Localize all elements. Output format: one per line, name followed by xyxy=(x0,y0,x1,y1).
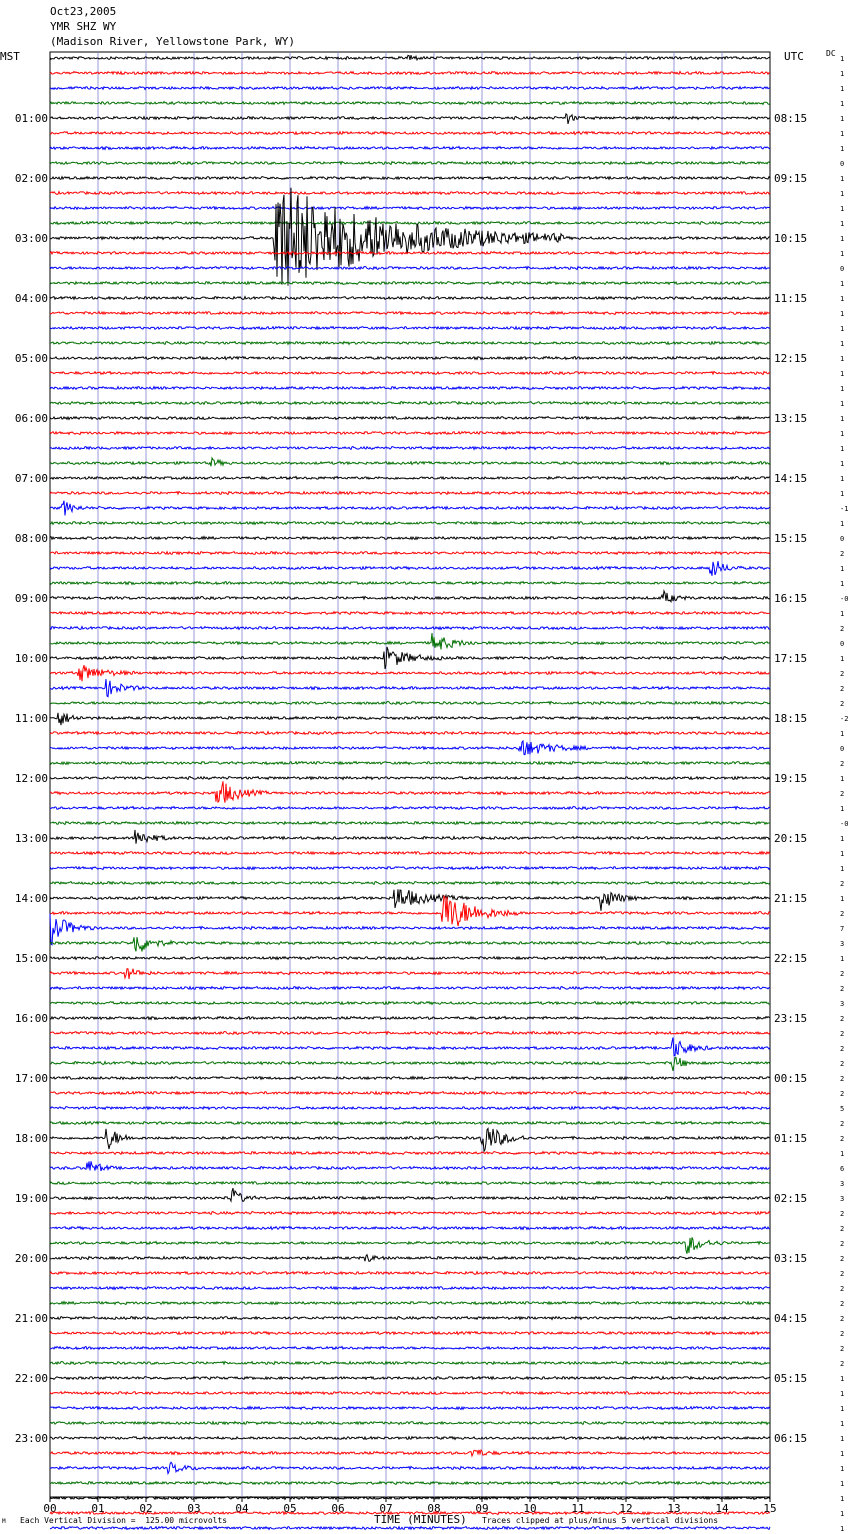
dc-offset-label: -1 xyxy=(840,505,849,513)
right-hour-label: 21:15 xyxy=(774,892,808,905)
dc-offset-label: 1 xyxy=(840,610,845,618)
left-hour-label: 04:00 xyxy=(14,292,48,305)
seismic-trace xyxy=(50,762,770,765)
dc-offset-label: 1 xyxy=(840,1510,845,1518)
seismic-trace xyxy=(50,852,770,855)
left-hour-label: 01:00 xyxy=(14,112,48,125)
seismic-trace xyxy=(50,1092,770,1095)
seismic-trace xyxy=(50,1227,770,1230)
x-tick-label: 07 xyxy=(379,1502,393,1515)
dc-offset-label: 1 xyxy=(840,340,845,348)
dc-offset-label: 1 xyxy=(840,130,845,138)
right-hour-label: 00:15 xyxy=(774,1072,808,1085)
seismic-trace xyxy=(50,417,770,420)
seismic-trace xyxy=(50,937,770,951)
right-hour-label: 15:15 xyxy=(774,532,808,545)
dc-offset-label: 3 xyxy=(840,1000,845,1008)
dc-offset-label: 2 xyxy=(840,1285,845,1293)
plot-frame xyxy=(50,52,770,1497)
dc-offset-label: 1 xyxy=(840,220,845,228)
seismic-trace xyxy=(50,741,770,755)
seismic-trace xyxy=(50,969,770,979)
seismic-trace xyxy=(50,522,770,525)
x-tick-label: 10 xyxy=(523,1502,537,1515)
dc-offset-label: 2 xyxy=(840,1060,845,1068)
x-tick-label: 14 xyxy=(715,1502,729,1515)
dc-offset-label: 1 xyxy=(840,520,845,528)
seismic-trace xyxy=(50,252,770,255)
seismic-trace xyxy=(50,1237,770,1253)
dc-offset-label: 1 xyxy=(840,775,845,783)
seismic-trace xyxy=(50,207,770,210)
seismic-trace xyxy=(50,679,770,697)
seismic-trace xyxy=(50,1450,770,1456)
right-hour-label: 05:15 xyxy=(774,1372,808,1385)
seismic-trace xyxy=(50,327,770,330)
seismic-trace xyxy=(50,55,770,60)
right-hour-label: 17:15 xyxy=(774,652,808,665)
dc-offset-label: 1 xyxy=(840,175,845,183)
seismic-trace xyxy=(50,732,770,735)
seismic-trace xyxy=(50,114,770,124)
seismic-trace xyxy=(50,627,770,630)
left-hour-label: 21:00 xyxy=(14,1312,48,1325)
x-tick-label: 08 xyxy=(427,1502,441,1515)
left-hour-label: 15:00 xyxy=(14,952,48,965)
dc-offset-label: 1 xyxy=(840,955,845,963)
seismic-trace xyxy=(50,1058,770,1071)
dc-offset-label: -0 xyxy=(840,820,849,828)
dc-offset-label: 5 xyxy=(840,1105,845,1113)
seismic-trace xyxy=(50,188,770,286)
dc-offset-label: 0 xyxy=(840,745,845,753)
seismic-trace xyxy=(50,132,770,135)
seismic-trace xyxy=(50,889,770,911)
dc-offset-label: 2 xyxy=(840,790,845,798)
seismic-trace xyxy=(50,1032,770,1035)
dc-offset-label: 1 xyxy=(840,145,845,153)
seismic-trace xyxy=(50,914,770,945)
dc-offset-label: 1 xyxy=(840,235,845,243)
x-tick-label: 02 xyxy=(139,1502,153,1515)
seismic-trace xyxy=(50,647,770,669)
seismic-trace xyxy=(50,867,770,870)
dc-offset-label: -2 xyxy=(840,715,849,723)
left-hour-label: 18:00 xyxy=(14,1132,48,1145)
dc-offset-label: 1 xyxy=(840,250,845,258)
dc-offset-label: 2 xyxy=(840,1255,845,1263)
dc-offset-label: 1 xyxy=(840,1390,845,1398)
seismic-trace xyxy=(50,1347,770,1350)
seismic-trace xyxy=(50,267,770,270)
dc-offset-label: 2 xyxy=(840,700,845,708)
right-hour-label: 13:15 xyxy=(774,412,808,425)
dc-offset-label: 1 xyxy=(840,655,845,663)
dc-offset-label: 1 xyxy=(840,1150,845,1158)
seismic-trace xyxy=(50,177,770,180)
dc-offset-label: 1 xyxy=(840,1450,845,1458)
dc-offset-label: 1 xyxy=(840,835,845,843)
dc-offset-label: 1 xyxy=(840,280,845,288)
seismic-trace xyxy=(50,1017,770,1020)
dc-offset-label: 1 xyxy=(840,55,845,63)
seismic-trace xyxy=(50,882,770,885)
dc-offset-label: 2 xyxy=(840,760,845,768)
seismic-trace xyxy=(50,1107,770,1110)
x-tick-label: 13 xyxy=(667,1502,681,1515)
seismic-trace xyxy=(50,591,770,602)
seismic-trace xyxy=(50,582,770,585)
dc-offset-label: 0 xyxy=(840,160,845,168)
dc-offset-label: 0 xyxy=(840,535,845,543)
dc-offset-label: 2 xyxy=(840,1015,845,1023)
seismic-trace xyxy=(50,633,770,650)
seismic-trace xyxy=(50,781,770,802)
dc-offset-label: 2 xyxy=(840,985,845,993)
right-hour-label: 22:15 xyxy=(774,952,808,965)
dc-offset-label: 3 xyxy=(840,940,845,948)
right-hour-label: 01:15 xyxy=(774,1132,808,1145)
right-hour-label: 02:15 xyxy=(774,1192,808,1205)
seismic-trace xyxy=(50,1038,770,1056)
dc-offset-label: 1 xyxy=(840,490,845,498)
left-hour-label: 05:00 xyxy=(14,352,48,365)
x-tick-label: 00 xyxy=(43,1502,57,1515)
left-hour-label: 09:00 xyxy=(14,592,48,605)
x-tick-label: 11 xyxy=(571,1502,585,1515)
seismic-trace xyxy=(50,501,770,516)
seismic-trace xyxy=(50,987,770,990)
dc-offset-label: 1 xyxy=(840,895,845,903)
left-hour-label: 12:00 xyxy=(14,772,48,785)
seismic-trace xyxy=(50,777,770,780)
seismic-trace xyxy=(50,561,770,576)
right-hour-label: 06:15 xyxy=(774,1432,808,1445)
seismic-trace xyxy=(50,297,770,300)
seismic-trace xyxy=(50,447,770,450)
x-axis-title: TIME (MINUTES) xyxy=(374,1513,467,1526)
dc-offset-label: 2 xyxy=(840,910,845,918)
right-hour-label: 19:15 xyxy=(774,772,808,785)
left-hour-label: 02:00 xyxy=(14,172,48,185)
right-hour-label: 04:15 xyxy=(774,1312,808,1325)
x-tick-label: 03 xyxy=(187,1502,201,1515)
dc-offset-label: 1 xyxy=(840,70,845,78)
corner-mark: M xyxy=(2,1518,6,1525)
dc-offset-label: 1 xyxy=(840,1465,845,1473)
left-hour-label: 14:00 xyxy=(14,892,48,905)
dc-offset-label: 1 xyxy=(840,190,845,198)
dc-offset-label: 1 xyxy=(840,1495,845,1503)
right-hour-label: 12:15 xyxy=(774,352,808,365)
seismic-trace xyxy=(50,665,770,681)
seismic-trace xyxy=(50,282,770,285)
seismic-trace xyxy=(50,357,770,360)
dc-offset-label: 1 xyxy=(840,85,845,93)
dc-offset-label: 1 xyxy=(840,385,845,393)
dc-offset-label: 1 xyxy=(840,1405,845,1413)
right-hour-label: 14:15 xyxy=(774,472,808,485)
dc-offset-label: 1 xyxy=(840,460,845,468)
dc-offset-label: 1 xyxy=(840,565,845,573)
dc-offset-label: 1 xyxy=(840,1480,845,1488)
dc-offset-label: 2 xyxy=(840,1045,845,1053)
seismic-trace xyxy=(50,830,770,844)
dc-offset-label: 1 xyxy=(840,310,845,318)
dc-offset-label: 1 xyxy=(840,115,845,123)
seismic-trace xyxy=(50,312,770,315)
clip-note: Traces clipped at plus/minus 5 vertical divisions xyxy=(482,1516,719,1525)
dc-offset-label: 1 xyxy=(840,325,845,333)
seismic-trace xyxy=(50,1482,770,1485)
seismic-trace xyxy=(50,552,770,555)
dc-offset-label: 2 xyxy=(840,1075,845,1083)
dc-offset-label: 2 xyxy=(840,970,845,978)
seismic-trace xyxy=(50,1002,770,1005)
dc-offset-label: 1 xyxy=(840,1525,845,1533)
dc-offset-label: 2 xyxy=(840,685,845,693)
seismic-trace xyxy=(50,342,770,345)
seismic-trace xyxy=(50,162,770,165)
scale-note: Each Vertical Division = 125.00 microvolts xyxy=(20,1516,228,1525)
dc-offset-label: 2 xyxy=(840,1240,845,1248)
seismic-trace xyxy=(50,222,770,225)
left-hour-label: 08:00 xyxy=(14,532,48,545)
dc-offset-label: 2 xyxy=(840,1270,845,1278)
seismic-trace xyxy=(50,1161,770,1171)
seismic-trace xyxy=(50,1255,770,1262)
seismic-trace xyxy=(50,1407,770,1410)
dc-offset-label: 2 xyxy=(840,1345,845,1353)
dc-offset-label: 1 xyxy=(840,1435,845,1443)
seismic-trace xyxy=(50,702,770,705)
dc-offset-label: 2 xyxy=(840,1135,845,1143)
dc-offset-label: -0 xyxy=(840,595,849,603)
dc-offset-label: 2 xyxy=(840,1300,845,1308)
seismic-trace xyxy=(50,1287,770,1290)
left-hour-label: 07:00 xyxy=(14,472,48,485)
dc-offset-label: 2 xyxy=(840,550,845,558)
x-tick-label: 06 xyxy=(331,1502,345,1515)
seismic-trace xyxy=(50,1422,770,1425)
seismic-trace xyxy=(50,1212,770,1215)
dc-offset-label: 0 xyxy=(840,640,845,648)
dc-offset-label: 1 xyxy=(840,865,845,873)
dc-offset-label: 1 xyxy=(840,370,845,378)
seismic-trace xyxy=(50,102,770,105)
seismic-trace xyxy=(50,87,770,90)
dc-offset-label: 1 xyxy=(840,475,845,483)
right-hour-label: 03:15 xyxy=(774,1252,808,1265)
dc-offset-label: 1 xyxy=(840,400,845,408)
seismic-trace xyxy=(50,1077,770,1080)
dc-offset-label: 2 xyxy=(840,670,845,678)
dc-offset-label: 1 xyxy=(840,580,845,588)
left-hour-label: 03:00 xyxy=(14,232,48,245)
dc-offset-label: 1 xyxy=(840,1375,845,1383)
seismic-trace xyxy=(50,387,770,390)
x-tick-label: 09 xyxy=(475,1502,489,1515)
dc-offset-label: 3 xyxy=(840,1180,845,1188)
seismic-trace xyxy=(50,72,770,75)
x-tick-label: 05 xyxy=(283,1502,297,1515)
dc-offset-label: 2 xyxy=(840,1030,845,1038)
seismic-trace xyxy=(50,477,770,480)
dc-offset-label: 1 xyxy=(840,415,845,423)
dc-offset-label: 0 xyxy=(840,265,845,273)
right-hour-label: 09:15 xyxy=(774,172,808,185)
dc-offset-label: 1 xyxy=(840,355,845,363)
dc-offset-label: 1 xyxy=(840,445,845,453)
right-hour-label: 23:15 xyxy=(774,1012,808,1025)
date-label: Oct23,2005 xyxy=(50,5,117,18)
dc-offset-label: 2 xyxy=(840,880,845,888)
x-tick-label: 15 xyxy=(763,1502,777,1515)
seismic-trace xyxy=(50,957,770,960)
seismic-trace xyxy=(50,713,770,725)
dc-offset-label: 1 xyxy=(840,805,845,813)
left-hour-label: 06:00 xyxy=(14,412,48,425)
seismic-trace xyxy=(50,1462,770,1473)
seismic-trace xyxy=(50,1437,770,1440)
left-hour-label: 17:00 xyxy=(14,1072,48,1085)
right-hour-label: 20:15 xyxy=(774,832,808,845)
seismic-trace xyxy=(50,192,770,195)
left-hour-label: 22:00 xyxy=(14,1372,48,1385)
dc-offset-label: 2 xyxy=(840,1225,845,1233)
seismic-trace xyxy=(50,1272,770,1275)
right-hour-label: 11:15 xyxy=(774,292,808,305)
dc-offset-label: 1 xyxy=(840,850,845,858)
seismic-trace xyxy=(50,1527,770,1530)
seismic-trace xyxy=(50,1152,770,1155)
dc-offset-label: 2 xyxy=(840,1330,845,1338)
right-hour-label: 08:15 xyxy=(774,112,808,125)
seismic-trace xyxy=(50,1317,770,1320)
dc-offset-label: 2 xyxy=(840,1120,845,1128)
right-hour-label: 10:15 xyxy=(774,232,808,245)
seismic-trace xyxy=(50,1362,770,1365)
left-hour-label: 23:00 xyxy=(14,1432,48,1445)
dc-offset-label: 1 xyxy=(840,730,845,738)
dc-label: DC xyxy=(826,49,836,58)
station-label: YMR SHZ WY xyxy=(50,20,117,33)
location-label: (Madison River, Yellowstone Park, WY) xyxy=(50,35,296,48)
x-tick-label: 01 xyxy=(91,1502,105,1515)
left-hour-label: 20:00 xyxy=(14,1252,48,1265)
dc-offset-label: 2 xyxy=(840,1315,845,1323)
x-tick-label: 04 xyxy=(235,1502,249,1515)
dc-offset-label: 6 xyxy=(840,1165,845,1173)
left-hour-label: 11:00 xyxy=(14,712,48,725)
left-hour-label: 19:00 xyxy=(14,1192,48,1205)
seismic-trace xyxy=(50,822,770,825)
left-hour-label: 16:00 xyxy=(14,1012,48,1025)
seismic-trace xyxy=(50,1392,770,1395)
seismic-trace xyxy=(50,1182,770,1185)
dc-offset-label: 2 xyxy=(840,1210,845,1218)
dc-offset-label: 1 xyxy=(840,205,845,213)
seismic-trace xyxy=(50,1302,770,1305)
seismic-trace xyxy=(50,147,770,150)
seismic-trace xyxy=(50,432,770,435)
dc-offset-label: 2 xyxy=(840,1090,845,1098)
right-timezone-label: UTC xyxy=(784,50,804,63)
right-hour-label: 16:15 xyxy=(774,592,808,605)
seismic-trace xyxy=(50,1122,770,1125)
dc-offset-label: 2 xyxy=(840,625,845,633)
left-timezone-label: MST xyxy=(0,50,20,63)
seismic-trace xyxy=(50,1129,770,1152)
dc-offset-label: 3 xyxy=(840,1195,845,1203)
seismic-trace xyxy=(50,1332,770,1335)
right-hour-label: 18:15 xyxy=(774,712,808,725)
seismic-trace xyxy=(50,492,770,495)
seismic-trace xyxy=(50,612,770,615)
seismic-trace xyxy=(50,372,770,375)
seismic-trace xyxy=(50,402,770,405)
seismic-trace xyxy=(50,1188,770,1201)
dc-offset-label: 1 xyxy=(840,430,845,438)
dc-offset-label: 2 xyxy=(840,1360,845,1368)
seismic-trace xyxy=(50,537,770,540)
left-hour-label: 10:00 xyxy=(14,652,48,665)
seismic-trace xyxy=(50,458,770,466)
seismic-trace xyxy=(50,1377,770,1380)
left-hour-label: 13:00 xyxy=(14,832,48,845)
dc-offset-label: 7 xyxy=(840,925,845,933)
dc-offset-label: 1 xyxy=(840,100,845,108)
dc-offset-label: 1 xyxy=(840,1420,845,1428)
x-tick-label: 12 xyxy=(619,1502,633,1515)
seismic-trace xyxy=(50,807,770,810)
dc-offset-label: 1 xyxy=(840,295,845,303)
